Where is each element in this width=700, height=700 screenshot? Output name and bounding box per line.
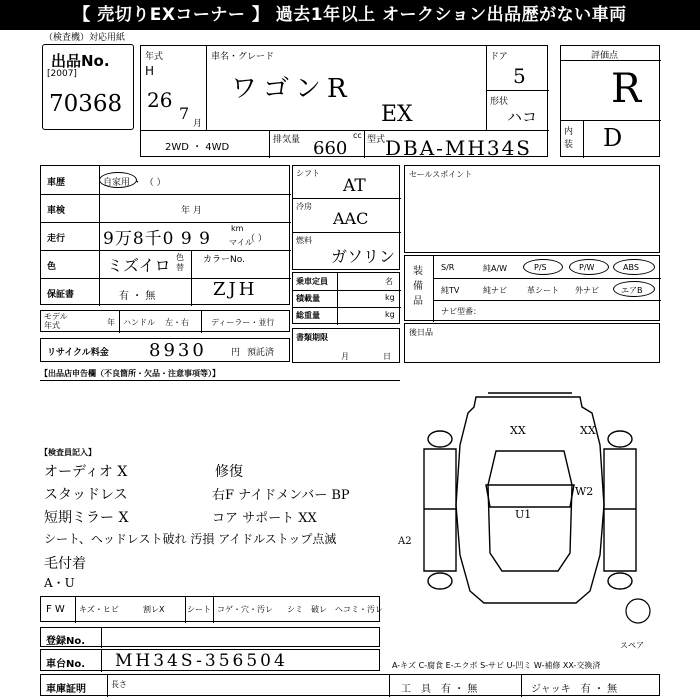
- equip-leather: 革シート: [527, 286, 559, 295]
- sub-header: （検査機）対応用紙: [44, 33, 126, 43]
- spare-tire-circle: [626, 599, 650, 623]
- color-no-label: カラーNo.: [203, 255, 245, 265]
- doors-value: 5: [513, 64, 526, 88]
- warranty-value: 有 ・ 無: [119, 291, 156, 302]
- era: H: [145, 64, 155, 78]
- shift-label: シフト: [296, 169, 320, 178]
- chassis-label: 車台No.: [46, 659, 86, 670]
- spec-block: [292, 165, 400, 270]
- garage-length-label: 長さ: [111, 680, 127, 689]
- note-au: A・U: [44, 576, 75, 590]
- name-label: 車名・グレード: [211, 52, 275, 62]
- score-label: 評価点: [591, 51, 619, 61]
- damage-tear: 破レ: [311, 605, 327, 614]
- mark-w2: W2: [575, 485, 594, 498]
- equip-tv: 純TV: [441, 286, 460, 295]
- note-core-support: コア サポート XX: [212, 511, 317, 526]
- cc-unit: cc: [353, 131, 362, 140]
- banner: 【 売切りEXコーナー 】 過去1年以上 オークション出品歴がない車両: [0, 0, 700, 30]
- lot-box: [42, 44, 134, 130]
- note-audio: オーディオ X: [44, 464, 128, 480]
- equipment-label: 装備品: [413, 266, 423, 307]
- note-repair: 修復: [215, 464, 243, 480]
- damage-seat: シート: [187, 605, 211, 614]
- car-grade: EX: [381, 102, 413, 127]
- cooling-value: AAC: [333, 209, 369, 228]
- private-use-circle: [99, 172, 137, 188]
- capacity-unit-2: kg: [385, 310, 395, 319]
- recycle-value: 8930: [149, 340, 207, 361]
- color-label: 色: [47, 262, 57, 272]
- chassis-value: MH34S-356504: [115, 651, 288, 671]
- capacity-unit-1: kg: [385, 293, 395, 302]
- docs-unit2: 日: [383, 352, 391, 361]
- year-value: 26: [147, 88, 173, 112]
- month-value: 7: [179, 104, 190, 123]
- registration-label: 登録No.: [46, 636, 86, 647]
- equip-airbag-circle: [613, 281, 655, 297]
- model-year-unit: 年: [107, 318, 115, 327]
- damage-legend: A-キズ C-腐食 E-エクボ S-サビ U-凹ミ W-補修 XX-交換済: [392, 661, 601, 670]
- tools-label: 工 具 有 ・ 無: [401, 684, 478, 695]
- inspection-label: 車検: [47, 206, 66, 216]
- shift-value: AT: [343, 176, 366, 196]
- model-label: 型式: [367, 135, 386, 145]
- equip-abs-circle: [613, 259, 655, 275]
- capacity-label-0: 乗車定員: [296, 277, 328, 286]
- damage-scratch: キズ・ヒビ: [79, 605, 119, 614]
- equip-ps: P/S: [534, 263, 547, 272]
- warranty-label: 保証書: [47, 290, 75, 300]
- equip-pw: P/W: [579, 263, 595, 272]
- equip-sr: S/R: [441, 263, 455, 272]
- note-mirror: 短期ミラー X: [44, 510, 129, 526]
- spare-label: スペア: [620, 641, 644, 650]
- lot-label: 出品No.: [51, 52, 110, 70]
- garage-cert-label: 車庫証明: [46, 684, 86, 695]
- doors-label: ドア: [490, 52, 508, 62]
- mileage-paren: （ ）: [246, 234, 267, 244]
- capacity-unit-0: 名: [385, 277, 393, 286]
- wheel-rr: [608, 573, 632, 589]
- lot-year-tag: [2007]: [47, 69, 77, 79]
- interior-value: D: [603, 124, 623, 152]
- fuel-label: 燃料: [296, 236, 312, 245]
- windshield: [486, 485, 574, 507]
- shape-label: 形状: [490, 97, 509, 107]
- inspector-label: 【検査員記入】: [40, 448, 96, 457]
- right-side-panel: [604, 449, 636, 571]
- mark-u1: U1: [515, 508, 532, 521]
- shape-value: ハコ: [507, 108, 538, 126]
- later-items-label: 後日品: [409, 328, 433, 337]
- wheel-fr: [608, 431, 632, 447]
- registration-row: [40, 627, 380, 647]
- mark-xx-1: XX: [510, 424, 526, 437]
- dealer-label: ディーラー・並行: [211, 318, 275, 327]
- car-diagram: [404, 385, 660, 625]
- note-hair: 毛付着: [44, 556, 86, 572]
- history-label: 車歴: [47, 178, 66, 188]
- mark-xx-2: XX: [580, 424, 596, 437]
- jack-label: ジャッキ 有 ・ 無: [531, 684, 618, 695]
- handle-value: 左・右: [165, 318, 189, 327]
- damage-dent: ヘコ: [335, 605, 351, 614]
- later-items-box: [404, 323, 660, 363]
- damage-row: [40, 596, 383, 622]
- navi-model-label: ナビ型番：: [441, 307, 481, 316]
- wheel-rl: [428, 573, 452, 589]
- mileage-label: 走行: [47, 234, 66, 244]
- score-value: R: [611, 66, 642, 112]
- bottom-row: [40, 674, 660, 696]
- recycle-status: 預託済: [247, 348, 275, 358]
- mileage-value: 9万8千0 9 9: [103, 229, 211, 249]
- capacity-label-2: 総重量: [296, 311, 320, 320]
- color-value: ミズイロ: [107, 256, 171, 275]
- damage-dirt: ミ・汚レ: [351, 605, 383, 614]
- year-label: 年式: [145, 52, 164, 62]
- recycle-row: [40, 338, 290, 362]
- score-box: [560, 45, 660, 157]
- note-seat: シート、ヘッドレスト破れ 汚損 アイドルストップ点滅: [44, 532, 337, 546]
- handle-label: ハンドル: [123, 318, 155, 327]
- model-year-row: [40, 310, 290, 332]
- damage-stain: シミ: [287, 605, 303, 614]
- displacement-label: 排気量: [273, 135, 301, 145]
- car-info-block: [140, 45, 548, 160]
- fuel-value: ガソリン: [331, 247, 396, 266]
- history-block: [40, 165, 290, 305]
- equip-airbag: エアB: [621, 286, 643, 295]
- note-side-member: 右F ナイドメンバー BP: [212, 488, 350, 503]
- docs-block: [292, 328, 400, 363]
- store-note-label: 【出品店申告欄（不良箇所・欠品・注意事項等）】: [40, 369, 220, 378]
- history-value: 自家用 ・ （ ）: [103, 178, 166, 188]
- docs-unit: 月: [341, 352, 349, 361]
- mileage-km-unit: km: [231, 224, 244, 233]
- fw-label: F W: [46, 604, 65, 615]
- chassis-row: [40, 649, 380, 671]
- cooling-label: 冷房: [296, 202, 312, 211]
- docs-label: 書類期限: [296, 333, 328, 342]
- equip-navi: 純ナビ: [483, 286, 507, 295]
- capacity-label-1: 積載量: [296, 294, 320, 303]
- mark-a2: A2: [398, 536, 412, 547]
- recycle-label: リサイクル料金: [47, 348, 109, 358]
- equip-aw: 純A/W: [483, 264, 508, 273]
- interior-label: 内装: [564, 127, 574, 150]
- mileage-mile-unit: マイル: [229, 238, 253, 247]
- color-no-value: ZJH: [213, 279, 258, 300]
- sales-point-box: [404, 165, 660, 253]
- equip-ps-circle: [523, 259, 563, 275]
- note-studless: スタッドレス: [44, 487, 128, 503]
- displacement-value: 660: [313, 138, 348, 159]
- car-name: ワゴンR: [231, 74, 353, 104]
- recycle-unit: 円: [231, 348, 241, 358]
- equip-ext-navi: 外ナビ: [575, 286, 599, 295]
- model-year-label: モデル年式: [44, 312, 68, 330]
- sales-point-label: セールスポイント: [409, 170, 473, 179]
- equip-abs: ABS: [623, 263, 639, 272]
- inspection-value: 年 月: [181, 206, 202, 216]
- damage-crack: 割レX: [143, 605, 165, 614]
- capacity-block: [292, 272, 400, 324]
- equip-pw-circle: [569, 259, 609, 275]
- lot-number: 70368: [49, 91, 123, 117]
- damage-burn: コゲ・穴・汚レ: [217, 605, 273, 614]
- drive: 2WD ・ 4WD: [165, 142, 230, 153]
- equipment-box: [404, 255, 660, 321]
- color-change-label: 色替: [176, 253, 184, 272]
- model-value: DBA-MH34S: [385, 136, 533, 160]
- wheel-fl: [428, 431, 452, 447]
- left-side-panel: [424, 449, 456, 571]
- month-unit: 月: [193, 119, 203, 129]
